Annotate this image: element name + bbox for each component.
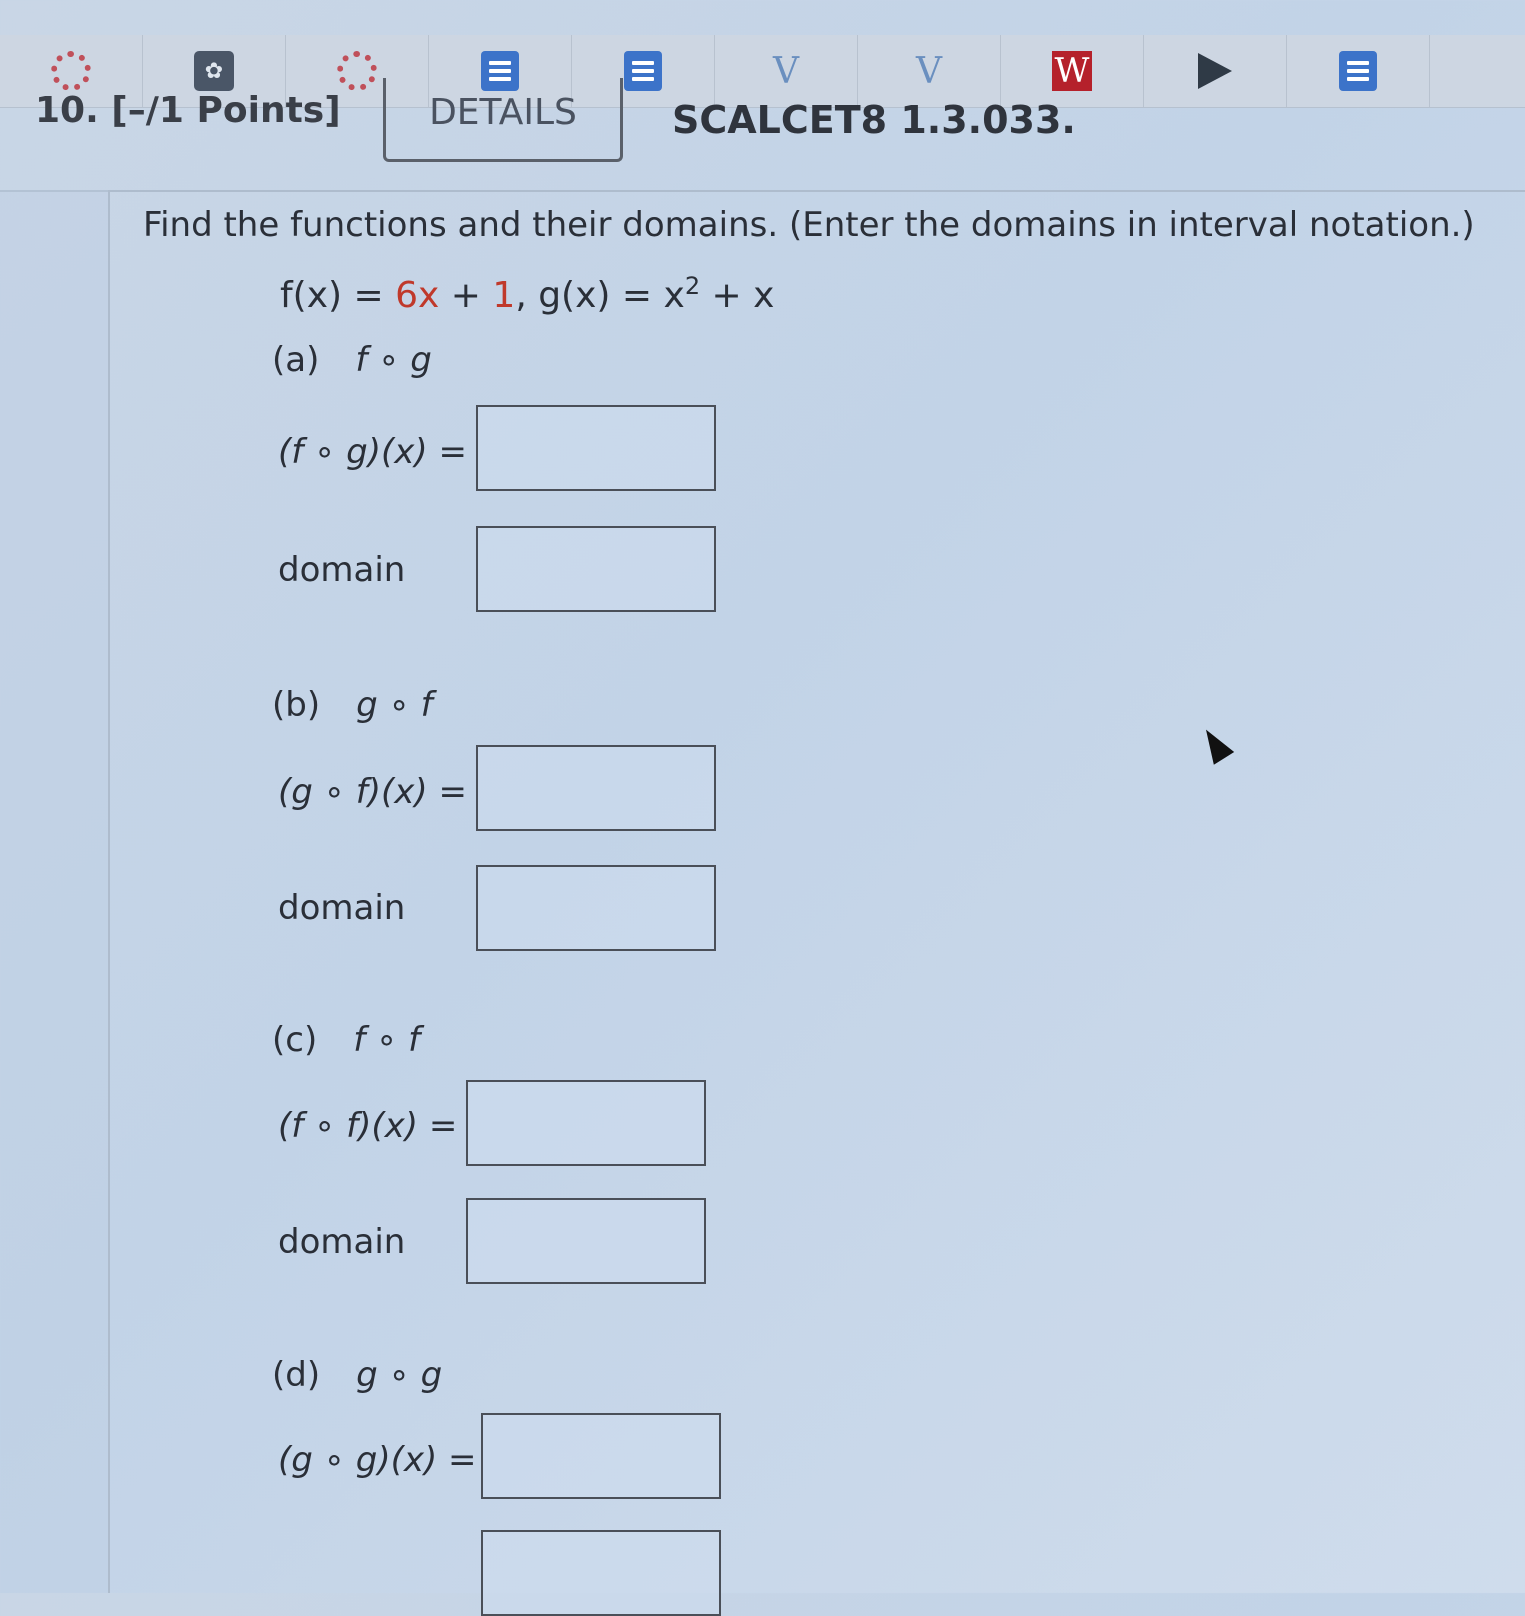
part-d-label: (d) bbox=[272, 1355, 321, 1395]
part-b-label: (b) bbox=[272, 685, 321, 725]
part-d-domain-input[interactable] bbox=[483, 1532, 719, 1614]
part-c-expression: (f ∘ f)(x) = bbox=[278, 1106, 458, 1146]
f-constant: 1 bbox=[492, 275, 516, 316]
part-b-answer-input[interactable] bbox=[478, 747, 714, 829]
part-a-label: (a) bbox=[272, 340, 320, 380]
part-b-operation: g ∘ f bbox=[356, 685, 433, 725]
part-b-heading bbox=[272, 685, 433, 725]
v-icon: V bbox=[773, 50, 799, 92]
question-number: 10. [–/1 Points] bbox=[35, 90, 341, 131]
question-id: SCALCET8 1.3.033. bbox=[672, 98, 1076, 142]
g-definition-rest: + x bbox=[700, 275, 775, 316]
part-a-operation: f ∘ g bbox=[355, 340, 432, 380]
part-d-answer-input[interactable] bbox=[483, 1415, 719, 1497]
part-a-answer-input[interactable] bbox=[478, 407, 714, 489]
g-definition-lhs: g(x) = x bbox=[538, 275, 685, 316]
part-d-heading bbox=[272, 1355, 442, 1395]
part-d-expression: (g ∘ g)(x) = bbox=[278, 1440, 477, 1480]
part-a-answer-box[interactable] bbox=[476, 405, 716, 491]
question-prompt: Find the functions and their domains. (Enter the domains in interval notation.) bbox=[143, 205, 1475, 245]
g-exponent: 2 bbox=[684, 272, 701, 300]
part-b-expression: (g ∘ f)(x) = bbox=[278, 772, 467, 812]
f-plus: + bbox=[439, 275, 493, 316]
part-d-answer-box[interactable] bbox=[481, 1413, 721, 1499]
mouse-cursor-icon bbox=[1196, 723, 1234, 765]
f-definition-lhs: f(x) = bbox=[280, 275, 396, 316]
part-a-domain-input[interactable] bbox=[478, 528, 714, 610]
part-a-heading bbox=[272, 340, 432, 380]
part-b-domain-box[interactable] bbox=[476, 865, 716, 951]
part-a-domain-label: domain bbox=[278, 550, 406, 590]
left-margin-panel bbox=[0, 190, 110, 1593]
part-d-operation: g ∘ g bbox=[356, 1355, 443, 1395]
wikipedia-icon: W bbox=[1052, 51, 1092, 91]
part-c-domain-box[interactable] bbox=[466, 1198, 706, 1284]
part-c-operation: f ∘ f bbox=[353, 1020, 421, 1060]
part-c-heading bbox=[272, 1020, 420, 1060]
part-c-domain-input[interactable] bbox=[468, 1200, 704, 1282]
part-d-domain-box[interactable] bbox=[481, 1530, 721, 1616]
part-a-domain-box[interactable] bbox=[476, 526, 716, 612]
part-c-answer-input[interactable] bbox=[468, 1082, 704, 1164]
part-b-domain-label: domain bbox=[278, 888, 406, 928]
part-c-label: (c) bbox=[272, 1020, 318, 1060]
function-definitions bbox=[280, 272, 774, 316]
part-c-domain-label: domain bbox=[278, 1222, 406, 1262]
details-button[interactable]: DETAILS bbox=[383, 78, 623, 162]
part-b-domain-input[interactable] bbox=[478, 867, 714, 949]
puzzle-icon: ✿ bbox=[194, 51, 234, 91]
part-a-expression: (f ∘ g)(x) = bbox=[278, 432, 467, 472]
part-c-answer-box[interactable] bbox=[466, 1080, 706, 1166]
part-b-answer-box[interactable] bbox=[476, 745, 716, 831]
f-coefficient: 6x bbox=[395, 275, 440, 316]
v-icon: V bbox=[916, 50, 942, 92]
separator: , bbox=[515, 275, 539, 316]
